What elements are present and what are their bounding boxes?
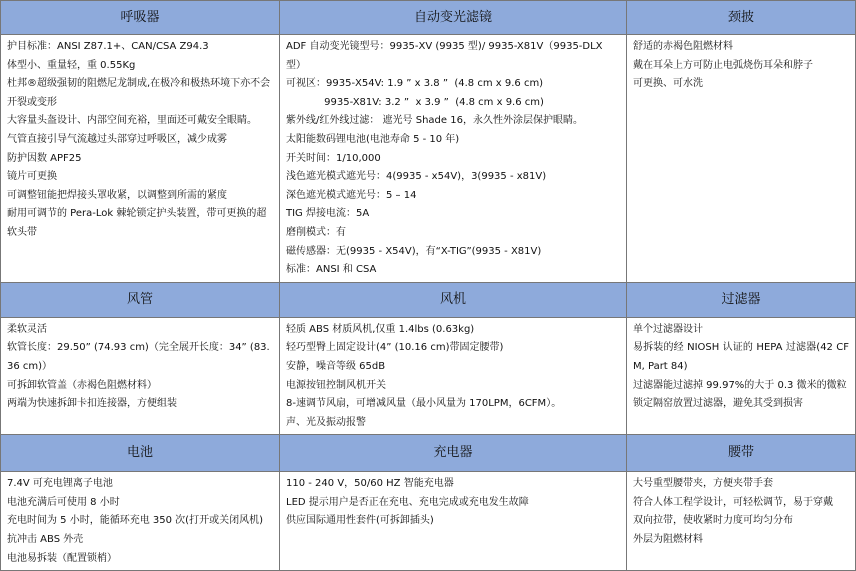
adf-line: TIG 焊接电流：5A: [286, 208, 370, 220]
adf-line: 标准：ANSI 和 CSA: [286, 264, 377, 276]
neck-cape-line: 可更换、可水洗: [633, 78, 703, 90]
adf-line: 9935-X81V: 3.2 ” x 3.9 ” (4.8 cm x 9.6 cm): [286, 96, 544, 108]
battery-line: 抗冲击 ABS 外壳: [7, 534, 84, 546]
battery-line: 充电时间为 5 小时，能循环充电 350 次(打开或关闭风机): [7, 515, 263, 527]
adf-line: 开关时间：1/10,000: [286, 152, 381, 164]
filter-line: 过滤器能过滤掉 99.97%的大于 0.3 微米的微粒: [633, 379, 847, 391]
respirator-line: 大容量头盔设计、内部空间充裕，里面还可戴安全眼睛。: [7, 115, 257, 127]
adf-line: 太阳能数码锂电池(电池寿命 5 - 10 年): [286, 133, 460, 145]
header-row-3: [1, 435, 856, 472]
adf-line: 紫外线/红外线过滤： 遮光号 Shade 16，永久性外涂层保护眼睛。: [286, 115, 583, 127]
content-respirator: [1, 35, 280, 283]
respirator-line: 气管直接引导气流越过头部穿过呼吸区，减少成雾: [7, 133, 227, 145]
neck-cape-line: 戴在耳朵上方可防止电弧烧伤耳朵和脖子: [633, 59, 813, 71]
content-adf-filter: [280, 35, 627, 283]
air-hose-line: 柔软灵活: [7, 323, 47, 335]
respirator-line: 耐用可调节的 Pera-Lok 棘轮锁定护头装置，带可更换的超软头带: [7, 208, 267, 238]
respirator-line: 镜片可更换: [7, 171, 57, 183]
respirator-line: 体型小、重量轻，重 0.55Kg: [7, 59, 136, 71]
header-battery: 电池: [1, 435, 280, 472]
header-row-2: [1, 282, 856, 317]
respirator-line: 护目标准：ANSI Z87.1+、CAN/CSA Z94.3: [7, 41, 209, 52]
respirator-line: 杜邦®超级强韧的阻燃尼龙制成,在极冷和极热环境下亦不会开裂或变形: [7, 78, 271, 108]
belt-line: 大号重型腰带夹，方便夹带手套: [633, 478, 773, 490]
header-respirator: 呼吸器: [1, 1, 280, 35]
blower-line: 8-速调节风扇，可增减风量（最小风量为 170LPM，6CFM）。: [286, 398, 562, 410]
content-filter: [627, 317, 856, 435]
content-row-1: [1, 35, 856, 283]
content-belt: [627, 472, 856, 571]
filter-line: 锁定隔窑放置过滤器，避免其受到损害: [633, 398, 803, 410]
header-adf-filter: 自动变光滤镜: [280, 1, 627, 35]
adf-line: ADF 自动变光镜型号：9935-XV (9935 型)/ 9935-X81V（9935-DLX 型）: [286, 41, 603, 71]
charger-line: 供应国际通用性套件(可拆卸插头): [286, 515, 434, 527]
belt-line: 双向拉带，使收紧时力度可均匀分布: [633, 515, 793, 527]
content-battery: [1, 472, 280, 571]
header-row-1: [1, 1, 856, 35]
blower-line: 轻巧型臀上固定设计(4” (10.16 cm)带固定腰带): [286, 342, 504, 354]
battery-line: 电池充满后可使用 8 小时: [7, 496, 120, 508]
air-hose-line: 可拆卸软管盖（赤褐色阻燃材料）: [7, 379, 157, 391]
header-neck-cape: 颈披: [627, 1, 856, 35]
content-row-2: [1, 317, 856, 435]
filter-line: 单个过滤器设计: [633, 323, 703, 335]
belt-line: 外层为阻燃材料: [633, 534, 703, 546]
content-row-3: [1, 472, 856, 571]
respirator-line: 防护因数 APF25: [7, 152, 82, 164]
blower-line: 安静，噪音等级 65dB: [286, 360, 386, 372]
header-belt: 腰带: [627, 435, 856, 472]
adf-line: 浅色遮光模式遮光号：4(9935 - x54V)，3(9935 - x81V): [286, 171, 547, 183]
filter-line: 易拆装的经 NIOSH 认证的 HEPA 过滤器(42 CFM, Part 84): [633, 342, 849, 372]
air-hose-line: 两端为快速拆卸卡扣连接器，方便组装: [7, 398, 177, 410]
charger-line: 110 - 240 V，50/60 HZ 智能充电器: [286, 478, 454, 490]
header-air-hose: 风管: [1, 282, 280, 317]
content-air-hose: [1, 317, 280, 435]
adf-line: 磁传感器：无(9935 - X54V)，有“X-TIG”(9935 - X81V): [286, 245, 542, 257]
adf-line: 可视区：9935-X54V: 1.9 ” x 3.8 ” (4.8 cm x 9.6 cm): [286, 78, 544, 90]
content-charger: [280, 472, 627, 571]
adf-line: 深色遮光模式遮光号：5 – 14: [286, 189, 417, 201]
blower-line: 轻质 ABS 材质风机,仅重 1.4lbs (0.63kg): [286, 323, 475, 335]
header-blower: 风机: [280, 282, 627, 317]
content-neck-cape: [627, 35, 856, 283]
belt-line: 符合人体工程学设计，可轻松调节，易于穿戴: [633, 496, 833, 508]
header-filter: 过滤器: [627, 282, 856, 317]
blower-line: 电源按钮控制风机开关: [286, 379, 386, 391]
blower-line: 声、光及振动报警: [286, 416, 366, 428]
air-hose-line: 软管长度：29.50” (74.93 cm)（完全展开长度：34” (83.36 cm)）: [7, 342, 270, 372]
neck-cape-line: 舒适的赤褐色阻燃材料: [633, 41, 733, 52]
header-charger: 充电器: [280, 435, 627, 472]
charger-line: LED 提示用户是否正在充电、充电完成或充电发生故障: [286, 496, 529, 508]
respirator-line: 可调整钮能把焊接头罩收紧，以调整到所需的紧度: [7, 189, 227, 201]
battery-line: 电池易拆装（配置锁梢）: [7, 552, 117, 564]
battery-line: 7.4V 可充电锂离子电池: [7, 478, 113, 490]
adf-line: 磨削模式：有: [286, 226, 346, 238]
content-blower: [280, 317, 627, 435]
